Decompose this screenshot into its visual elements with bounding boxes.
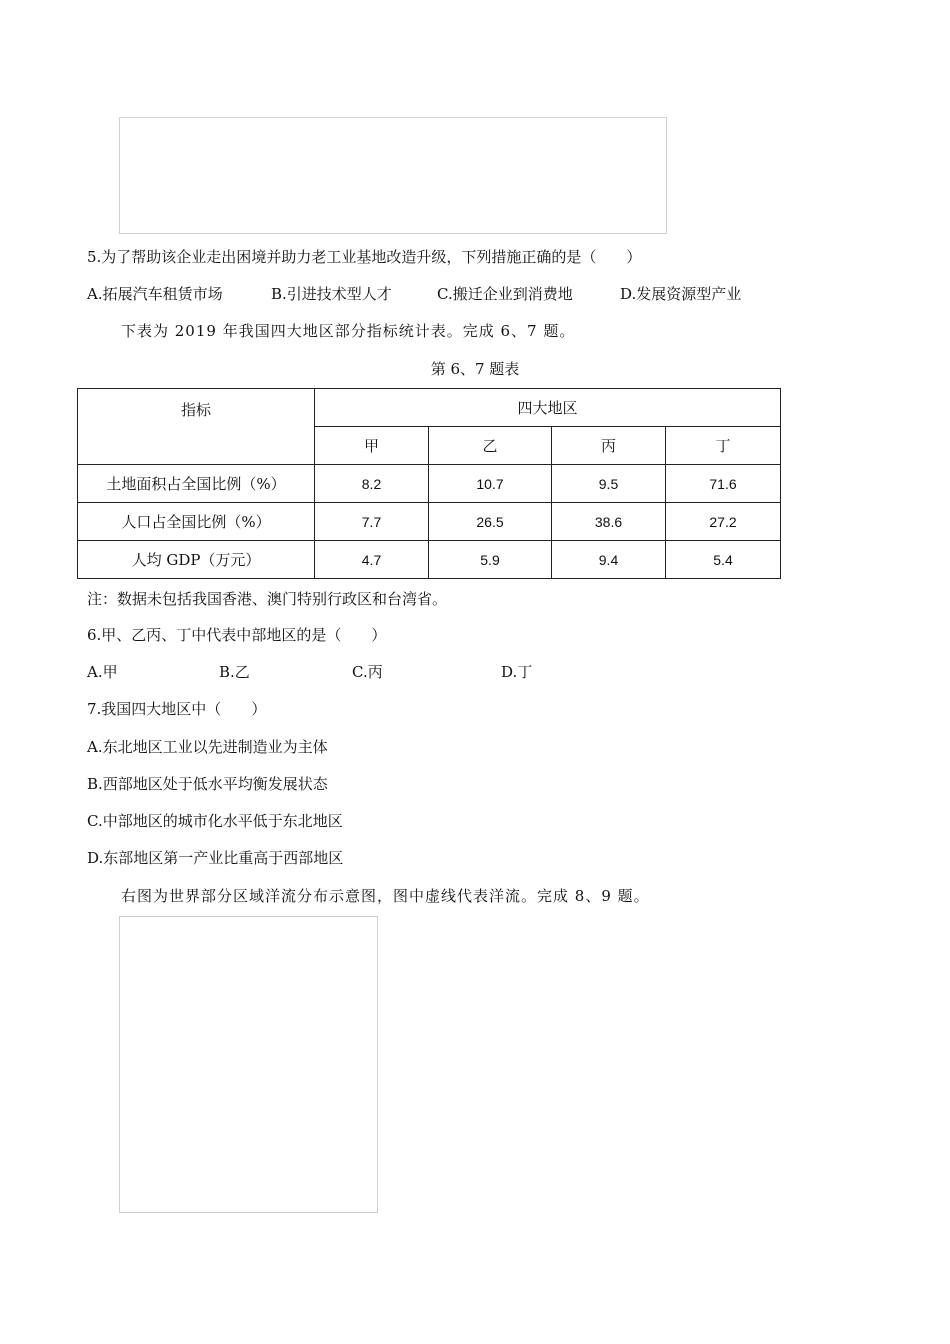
table-note: 注：数据未包括我国香港、澳门特别行政区和台湾省。 [87,590,448,608]
q7-option-d: D.东部地区第一产业比重高于西部地区 [87,849,344,867]
figure-placeholder-ocean-currents [119,916,378,1213]
header-region-group: 四大地区 [315,389,781,427]
q5-option-d: D.发展资源型产业 [620,285,742,303]
q5-option-c: C.搬迁企业到消费地 [437,285,573,303]
header-region-yi: 乙 [429,427,552,465]
intro-8-9: 右图为世界部分区域洋流分布示意图，图中虚线代表洋流。完成 8、9 题。 [121,887,650,905]
q5-option-a: A.拓展汽车租赁市场 [87,285,223,303]
header-index: 指标 [78,389,315,465]
q5-option-b: B.引进技术型人才 [271,285,392,303]
q7-option-b: B.西部地区处于低水平均衡发展状态 [87,775,328,793]
table-cell: 71.6 [666,465,781,503]
table-caption: 第 6、7 题表 [430,360,520,378]
row-label: 土地面积占全国比例（%） [78,465,315,503]
q7-option-c: C.中部地区的城市化水平低于东北地区 [87,812,343,830]
header-region-bing: 丙 [552,427,666,465]
header-region-ding: 丁 [666,427,781,465]
figure-placeholder-top [119,117,667,234]
table-row [78,541,781,579]
table-cell: 10.7 [429,465,552,503]
table-row [78,465,781,503]
q6-option-c: C.丙 [352,663,383,681]
q7-stem: 7.我国四大地区中（ ） [87,700,267,718]
table-cell: 9.4 [552,541,666,579]
table-cell: 8.2 [315,465,429,503]
table-cell: 5.4 [666,541,781,579]
q6-option-a: A.甲 [87,663,118,681]
row-label: 人均 GDP（万元） [78,541,315,579]
header-region-jia: 甲 [315,427,429,465]
table-cell: 5.9 [429,541,552,579]
q6-option-d: D.丁 [501,663,533,681]
table-cell: 7.7 [315,503,429,541]
region-statistics-table [77,388,781,579]
table-cell: 38.6 [552,503,666,541]
q6-option-b: B.乙 [219,663,250,681]
q5-stem: 5.为了帮助该企业走出困境并助力老工业基地改造升级，下列措施正确的是（ ） [87,248,642,266]
table-cell: 27.2 [666,503,781,541]
q6-stem: 6.甲、乙丙、丁中代表中部地区的是（ ） [87,626,387,644]
intro-6-7: 下表为 2019 年我国四大地区部分指标统计表。完成 6、7 题。 [121,322,576,340]
table-row [78,503,781,541]
q7-option-a: A.东北地区工业以先进制造业为主体 [87,738,328,756]
table-cell: 26.5 [429,503,552,541]
table-cell: 9.5 [552,465,666,503]
table-cell: 4.7 [315,541,429,579]
row-label: 人口占全国比例（%） [78,503,315,541]
